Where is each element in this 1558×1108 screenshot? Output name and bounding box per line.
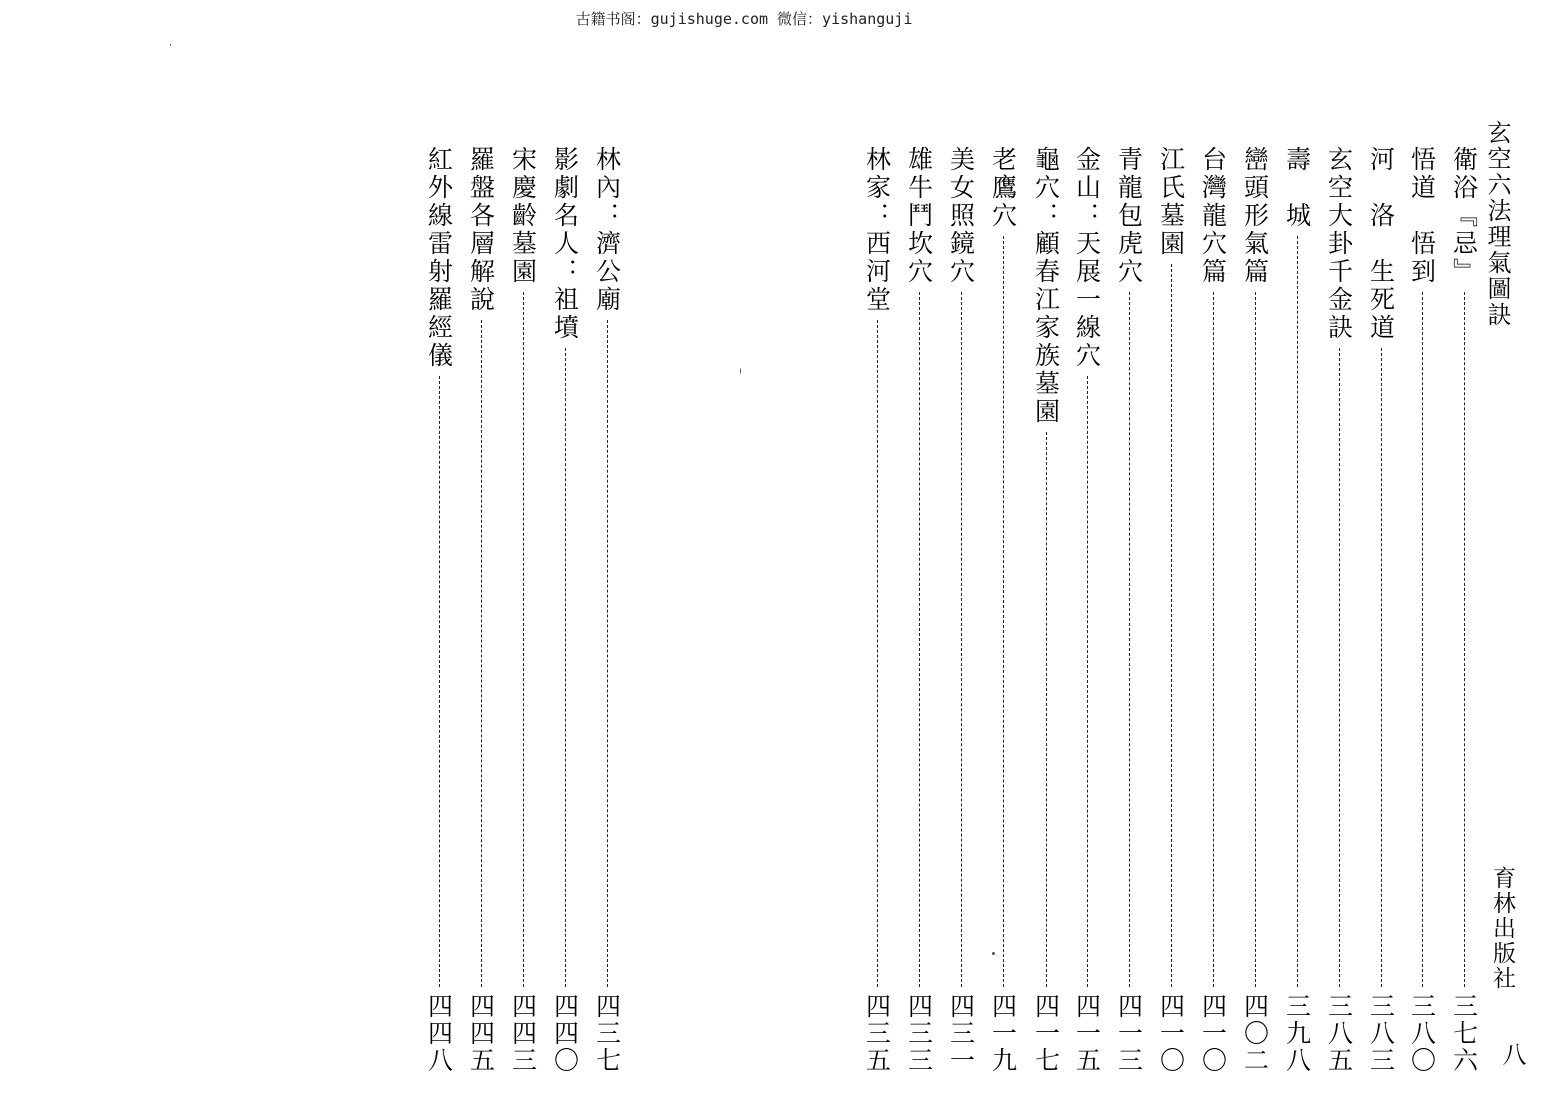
toc-entry	[860, 146, 894, 1074]
toc-entry-page: 四三三	[904, 993, 934, 1074]
toc-entry-title: 衛浴『忌』	[1449, 146, 1479, 286]
toc-entry	[1238, 146, 1272, 1074]
toc-entry	[1029, 146, 1063, 1074]
toc-entry-page: 三八五	[1324, 993, 1354, 1074]
toc-entry	[1196, 146, 1230, 1074]
dot-leader	[481, 320, 482, 987]
toc-entry-title: 宋慶齡墓園	[508, 146, 538, 286]
toc-entry	[944, 146, 978, 1074]
dot-leader	[1464, 292, 1465, 987]
toc-entry-page: 四〇二	[1240, 993, 1270, 1074]
dot-leader	[1255, 292, 1256, 987]
toc-entry-title: 老鷹穴	[988, 146, 1018, 230]
toc-entry-title: 金山：天展一線穴	[1072, 146, 1102, 370]
book-title-header: 玄空六法理氣圖訣	[1483, 120, 1511, 328]
toc-entry	[1070, 146, 1104, 1074]
toc-entry-page: 四一三	[1114, 993, 1144, 1074]
toc-entry-title: 紅外線雷射羅經儀	[424, 146, 454, 370]
toc-entry-title: 台灣龍穴篇	[1198, 146, 1228, 286]
dot-leader	[919, 292, 920, 987]
toc-entry-page: 四一七	[1031, 993, 1061, 1074]
toc-entry-page: 三九八	[1282, 993, 1312, 1074]
dot-leader	[1297, 236, 1298, 987]
toc-entry-page: 四四三	[508, 993, 538, 1074]
toc-entry-title: 影劇名人：祖墳	[550, 146, 580, 342]
toc-entry	[1154, 146, 1188, 1074]
dot-leader	[1381, 348, 1382, 987]
toc-entry-page: 四一〇	[1156, 993, 1186, 1074]
toc-entry	[464, 146, 498, 1074]
toc-entry	[902, 146, 936, 1074]
toc-entry-page: 四三五	[862, 993, 892, 1074]
toc-entry-title: 林內：濟公廟	[592, 146, 622, 314]
dot-leader	[1339, 348, 1340, 987]
toc-entry-page: 四一〇	[1198, 993, 1228, 1074]
toc-entry-title: 壽 城	[1282, 146, 1312, 230]
dot-leader	[1422, 292, 1423, 987]
toc-entry	[506, 146, 540, 1074]
toc-entry-page: 四四〇	[550, 993, 580, 1074]
scan-speck	[170, 44, 171, 46]
toc-entry-title: 悟道 悟到	[1407, 146, 1437, 286]
toc-entry-page: 四四五	[466, 993, 496, 1074]
dot-leader	[1087, 376, 1088, 987]
toc-entry	[1405, 146, 1439, 1074]
publisher-name: 育林出版社	[1489, 866, 1515, 991]
toc-entry-title: 雄牛鬥坎穴	[904, 146, 934, 286]
toc-entry-title: 玄空大卦千金訣	[1324, 146, 1354, 342]
dot-leader	[1046, 432, 1047, 987]
toc-entry-title: 龜穴：顧春江家族墓園	[1031, 146, 1061, 426]
toc-entry	[1322, 146, 1356, 1074]
toc-entry-page: 四三七	[592, 993, 622, 1074]
toc-entry-page: 四一九	[988, 993, 1018, 1074]
toc-entry	[590, 146, 624, 1074]
toc-entry-page: 四三一	[946, 993, 976, 1074]
toc-entry-title: 江氏墓園	[1156, 146, 1186, 258]
toc-entry-page: 三八三	[1366, 993, 1396, 1074]
toc-entry-title: 青龍包虎穴	[1114, 146, 1144, 286]
toc-entry-page: 四四八	[424, 993, 454, 1074]
dot-leader	[523, 292, 524, 987]
toc-entry-title: 林家：西河堂	[862, 146, 892, 314]
page-number: 八	[1498, 1042, 1526, 1066]
toc-entry-page: 三八〇	[1407, 993, 1437, 1074]
dot-leader	[961, 292, 962, 987]
dot-leader	[1003, 236, 1004, 987]
toc-entry	[422, 146, 456, 1074]
dot-leader	[565, 348, 566, 987]
toc-entry-title: 河 洛 生死道	[1366, 146, 1396, 342]
toc-entry-title: 美女照鏡穴	[946, 146, 976, 286]
dot-leader	[1129, 292, 1130, 987]
toc-entry	[548, 146, 582, 1074]
toc-entry	[1112, 146, 1146, 1074]
toc-entry	[1280, 146, 1314, 1074]
dot-leader	[607, 320, 608, 987]
dot-leader	[1213, 292, 1214, 987]
toc-entry-page: 四一五	[1072, 993, 1102, 1074]
toc-entry	[986, 146, 1020, 1074]
toc-entry	[1447, 146, 1481, 1074]
toc-entry-title: 巒頭形氣篇	[1240, 146, 1270, 286]
toc-entry-page: 三七六	[1449, 993, 1479, 1074]
dot-leader	[439, 376, 440, 987]
toc-entry	[1364, 146, 1398, 1074]
toc-entry-title: 羅盤各層解說	[466, 146, 496, 314]
dot-leader	[877, 320, 878, 987]
dot-leader	[1171, 264, 1172, 987]
scan-speck	[740, 368, 741, 374]
watermark: 古籍书阁：gujishuge.com 微信：yishanguji	[575, 10, 913, 28]
scan-speck	[992, 952, 995, 955]
